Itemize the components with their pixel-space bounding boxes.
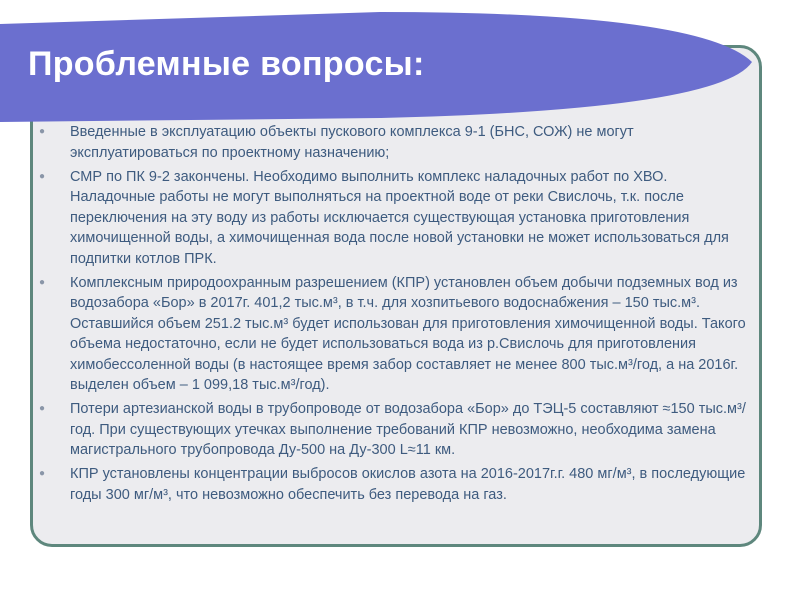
list-item [39, 167, 752, 270]
list-item-text: КПР установлены концентрации выбросов окислов азота на 2016-2017г.г. 480 мг/м³, в последующие годы 300 мг/м³, что невозможно обеспечить без перевода на газ. [70, 466, 746, 503]
list-item [39, 464, 752, 505]
bullet-icon: ● [39, 126, 46, 137]
list-item-text: Потери артезианской воды в трубопроводе от водозабора «Бор» до ТЭЦ-5 составляют ≈150 тыс.м³/год. При существующих утечках выполнение требований КПР невозможно, необходима замена магистрального трубопровода Ду-500 на Ду-300 L≈11 км. [70, 401, 746, 458]
bullet-icon: ● [39, 403, 46, 414]
list-item [39, 273, 752, 396]
list-item [39, 122, 752, 163]
list-item-text: Комплексным природоохранным разрешением (КПР) установлен объем добычи подземных вод из водозабора «Бор» в 2017г. 401,2 тыс.м³, в т.ч. для хозпитьевого водоснабжения – 150 тыс.м³. Оставшийся объем 251.2 тыс.м³ будет использован для приготовления химочищенной воды. Такого объема недостаточно, если не будет использоваться вода из р.Свислочь для приготовления химобессоленной воды (в настоящее время забор составляет не менее 800 тыс.м³/год, а на 2016г. выделен объем – 1 099,18 тыс.м³/год). [70, 274, 746, 393]
slide-title: Проблемные вопросы: [28, 45, 425, 83]
bullet-icon: ● [39, 276, 46, 288]
list-item-text: СМР по ПК 9-2 закончены. Необходимо выполнить комплекс наладочных работ по ХВО. Наладочные работы не могут выполняться на проектной воде от реки Свислочь, т.к. после переключения на эту воду из работы исключается существующая установка приготовления химочищенной воды, а химочищенная вода после новой установки не может использоваться для подпитки котлов ПРК. [70, 168, 729, 267]
list-item-text: Введенные в эксплуатацию объекты пускового комплекса 9-1 (БНС, СОЖ) не могут эксплуатироваться по проектному назначению; [70, 124, 634, 161]
bullet-icon: ● [39, 468, 46, 479]
bullet-icon: ● [39, 170, 46, 182]
bullet-list [39, 122, 752, 509]
list-item [39, 399, 752, 461]
